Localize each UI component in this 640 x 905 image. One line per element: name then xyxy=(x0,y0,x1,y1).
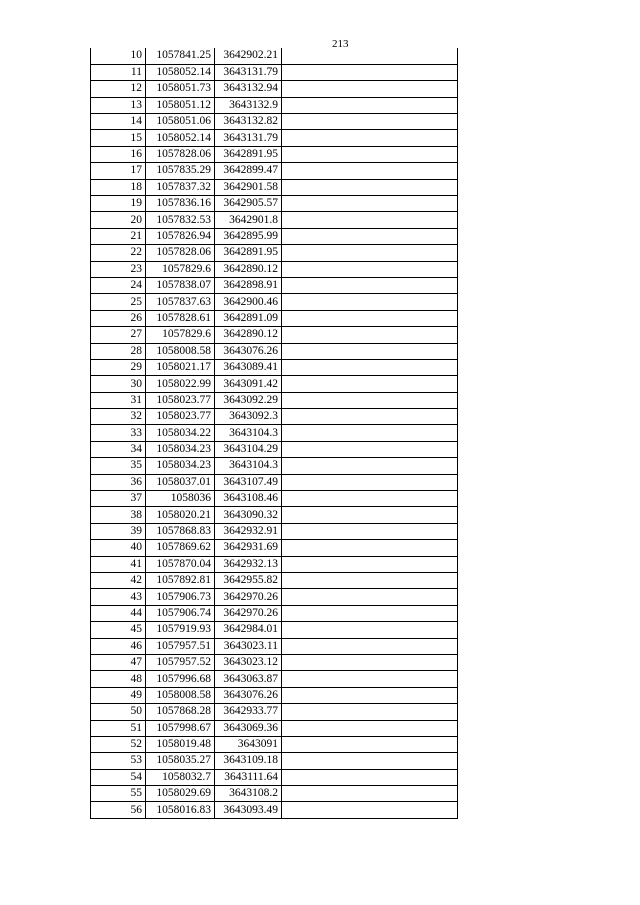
empty-cell xyxy=(282,196,458,212)
point-number-cell: 21 xyxy=(91,228,146,244)
y-coordinate-cell: 3643104.3 xyxy=(215,458,282,474)
empty-cell xyxy=(282,146,458,162)
table-row xyxy=(91,114,458,130)
empty-cell xyxy=(282,704,458,720)
table-row xyxy=(91,245,458,261)
y-coordinate-cell: 3643092.3 xyxy=(215,409,282,425)
y-coordinate-cell: 3643023.11 xyxy=(215,638,282,654)
table-row xyxy=(91,48,458,64)
y-coordinate-cell: 3642902.21 xyxy=(215,48,282,64)
table-row xyxy=(91,687,458,703)
table-row xyxy=(91,196,458,212)
point-number-cell: 19 xyxy=(91,196,146,212)
empty-cell xyxy=(282,327,458,343)
x-coordinate-cell: 1058029.69 xyxy=(146,786,215,802)
y-coordinate-cell: 3643069.36 xyxy=(215,720,282,736)
x-coordinate-cell: 1057998.67 xyxy=(146,720,215,736)
point-number-cell: 18 xyxy=(91,179,146,195)
empty-cell xyxy=(282,687,458,703)
x-coordinate-cell: 1058032.7 xyxy=(146,769,215,785)
empty-cell xyxy=(282,179,458,195)
y-coordinate-cell: 3643107.49 xyxy=(215,474,282,490)
x-coordinate-cell: 1058008.58 xyxy=(146,343,215,359)
empty-cell xyxy=(282,64,458,80)
y-coordinate-cell: 3642932.13 xyxy=(215,556,282,572)
table-row xyxy=(91,359,458,375)
table-row xyxy=(91,277,458,293)
y-coordinate-cell: 3643093.49 xyxy=(215,802,282,818)
point-number-cell: 31 xyxy=(91,392,146,408)
coordinate-table xyxy=(90,48,458,819)
x-coordinate-cell: 1058051.73 xyxy=(146,81,215,97)
y-coordinate-cell: 3642899.47 xyxy=(215,163,282,179)
point-number-cell: 56 xyxy=(91,802,146,818)
empty-cell xyxy=(282,81,458,97)
x-coordinate-cell: 1057835.29 xyxy=(146,163,215,179)
x-coordinate-cell: 1058023.77 xyxy=(146,409,215,425)
y-coordinate-cell: 3642890.12 xyxy=(215,327,282,343)
empty-cell xyxy=(282,540,458,556)
x-coordinate-cell: 1057828.61 xyxy=(146,310,215,326)
table-row xyxy=(91,736,458,752)
point-number-cell: 36 xyxy=(91,474,146,490)
empty-cell xyxy=(282,605,458,621)
empty-cell xyxy=(282,376,458,392)
point-number-cell: 30 xyxy=(91,376,146,392)
empty-cell xyxy=(282,425,458,441)
x-coordinate-cell: 1057838.07 xyxy=(146,277,215,293)
y-coordinate-cell: 3643132.94 xyxy=(215,81,282,97)
y-coordinate-cell: 3643091.42 xyxy=(215,376,282,392)
table-row xyxy=(91,589,458,605)
point-number-cell: 23 xyxy=(91,261,146,277)
table-row xyxy=(91,376,458,392)
y-coordinate-cell: 3643092.29 xyxy=(215,392,282,408)
x-coordinate-cell: 1057892.81 xyxy=(146,573,215,589)
table-row xyxy=(91,769,458,785)
x-coordinate-cell: 1058016.83 xyxy=(146,802,215,818)
x-coordinate-cell: 1058035.27 xyxy=(146,753,215,769)
point-number-cell: 22 xyxy=(91,245,146,261)
empty-cell xyxy=(282,441,458,457)
empty-cell xyxy=(282,720,458,736)
y-coordinate-cell: 3643132.82 xyxy=(215,114,282,130)
table-row xyxy=(91,146,458,162)
point-number-cell: 15 xyxy=(91,130,146,146)
x-coordinate-cell: 1057829.6 xyxy=(146,327,215,343)
table-row xyxy=(91,327,458,343)
point-number-cell: 46 xyxy=(91,638,146,654)
x-coordinate-cell: 1057841.25 xyxy=(146,48,215,64)
x-coordinate-cell: 1057906.73 xyxy=(146,589,215,605)
empty-cell xyxy=(282,130,458,146)
empty-cell xyxy=(282,277,458,293)
x-coordinate-cell: 1057837.63 xyxy=(146,294,215,310)
empty-cell xyxy=(282,359,458,375)
x-coordinate-cell: 1058051.06 xyxy=(146,114,215,130)
table-row xyxy=(91,130,458,146)
y-coordinate-cell: 3643132.9 xyxy=(215,97,282,113)
table-row xyxy=(91,97,458,113)
empty-cell xyxy=(282,491,458,507)
x-coordinate-cell: 1058023.77 xyxy=(146,392,215,408)
y-coordinate-cell: 3643076.26 xyxy=(215,687,282,703)
x-coordinate-cell: 1057996.68 xyxy=(146,671,215,687)
empty-cell xyxy=(282,474,458,490)
y-coordinate-cell: 3643090.32 xyxy=(215,507,282,523)
x-coordinate-cell: 1057828.06 xyxy=(146,146,215,162)
point-number-cell: 39 xyxy=(91,523,146,539)
table-row xyxy=(91,654,458,670)
table-row xyxy=(91,786,458,802)
y-coordinate-cell: 3642900.46 xyxy=(215,294,282,310)
x-coordinate-cell: 1057869.62 xyxy=(146,540,215,556)
empty-cell xyxy=(282,409,458,425)
y-coordinate-cell: 3642891.95 xyxy=(215,245,282,261)
y-coordinate-cell: 3643109.18 xyxy=(215,753,282,769)
empty-cell xyxy=(282,753,458,769)
point-number-cell: 52 xyxy=(91,736,146,752)
x-coordinate-cell: 1058034.22 xyxy=(146,425,215,441)
table-row xyxy=(91,507,458,523)
y-coordinate-cell: 3642955.82 xyxy=(215,573,282,589)
table-row xyxy=(91,392,458,408)
y-coordinate-cell: 3642890.12 xyxy=(215,261,282,277)
table-row xyxy=(91,163,458,179)
empty-cell xyxy=(282,212,458,228)
table-row xyxy=(91,753,458,769)
y-coordinate-cell: 3642898.91 xyxy=(215,277,282,293)
point-number-cell: 24 xyxy=(91,277,146,293)
table-row xyxy=(91,294,458,310)
table-row xyxy=(91,261,458,277)
x-coordinate-cell: 1057832.53 xyxy=(146,212,215,228)
point-number-cell: 45 xyxy=(91,622,146,638)
x-coordinate-cell: 1058019.48 xyxy=(146,736,215,752)
point-number-cell: 29 xyxy=(91,359,146,375)
empty-cell xyxy=(282,392,458,408)
point-number-cell: 48 xyxy=(91,671,146,687)
empty-cell xyxy=(282,458,458,474)
point-number-cell: 16 xyxy=(91,146,146,162)
point-number-cell: 54 xyxy=(91,769,146,785)
point-number-cell: 11 xyxy=(91,64,146,80)
empty-cell xyxy=(282,523,458,539)
table-row xyxy=(91,179,458,195)
point-number-cell: 33 xyxy=(91,425,146,441)
point-number-cell: 34 xyxy=(91,441,146,457)
x-coordinate-cell: 1057957.51 xyxy=(146,638,215,654)
table-row xyxy=(91,802,458,818)
table-row xyxy=(91,622,458,638)
table-row xyxy=(91,523,458,539)
empty-cell xyxy=(282,589,458,605)
table-row xyxy=(91,540,458,556)
point-number-cell: 44 xyxy=(91,605,146,621)
empty-cell xyxy=(282,261,458,277)
empty-cell xyxy=(282,507,458,523)
point-number-cell: 40 xyxy=(91,540,146,556)
y-coordinate-cell: 3643089.41 xyxy=(215,359,282,375)
y-coordinate-cell: 3642933.77 xyxy=(215,704,282,720)
point-number-cell: 42 xyxy=(91,573,146,589)
x-coordinate-cell: 1058022.99 xyxy=(146,376,215,392)
x-coordinate-cell: 1057870.04 xyxy=(146,556,215,572)
empty-cell xyxy=(282,671,458,687)
table-row xyxy=(91,81,458,97)
y-coordinate-cell: 3643108.46 xyxy=(215,491,282,507)
table-row xyxy=(91,458,458,474)
y-coordinate-cell: 3642905.57 xyxy=(215,196,282,212)
y-coordinate-cell: 3643131.79 xyxy=(215,64,282,80)
x-coordinate-cell: 1058037.01 xyxy=(146,474,215,490)
point-number-cell: 32 xyxy=(91,409,146,425)
y-coordinate-cell: 3642970.26 xyxy=(215,589,282,605)
table-row xyxy=(91,64,458,80)
x-coordinate-cell: 1057868.83 xyxy=(146,523,215,539)
y-coordinate-cell: 3643063.87 xyxy=(215,671,282,687)
point-number-cell: 35 xyxy=(91,458,146,474)
point-number-cell: 50 xyxy=(91,704,146,720)
point-number-cell: 38 xyxy=(91,507,146,523)
y-coordinate-cell: 3642895.99 xyxy=(215,228,282,244)
empty-cell xyxy=(282,343,458,359)
point-number-cell: 10 xyxy=(91,48,146,64)
point-number-cell: 20 xyxy=(91,212,146,228)
table-row xyxy=(91,425,458,441)
y-coordinate-cell: 3643111.64 xyxy=(215,769,282,785)
empty-cell xyxy=(282,654,458,670)
table-row xyxy=(91,704,458,720)
point-number-cell: 27 xyxy=(91,327,146,343)
point-number-cell: 25 xyxy=(91,294,146,310)
table-row xyxy=(91,638,458,654)
x-coordinate-cell: 1057826.94 xyxy=(146,228,215,244)
point-number-cell: 53 xyxy=(91,753,146,769)
coordinate-table-body xyxy=(91,48,458,818)
x-coordinate-cell: 1058036 xyxy=(146,491,215,507)
page-number: 213 xyxy=(332,38,349,50)
empty-cell xyxy=(282,573,458,589)
table-row xyxy=(91,343,458,359)
x-coordinate-cell: 1057836.16 xyxy=(146,196,215,212)
x-coordinate-cell: 1058034.23 xyxy=(146,458,215,474)
table-row xyxy=(91,720,458,736)
point-number-cell: 55 xyxy=(91,786,146,802)
table-row xyxy=(91,310,458,326)
y-coordinate-cell: 3643091 xyxy=(215,736,282,752)
y-coordinate-cell: 3643023.12 xyxy=(215,654,282,670)
empty-cell xyxy=(282,228,458,244)
table-row xyxy=(91,228,458,244)
table-row xyxy=(91,441,458,457)
table-row xyxy=(91,573,458,589)
y-coordinate-cell: 3642891.09 xyxy=(215,310,282,326)
x-coordinate-cell: 1058034.23 xyxy=(146,441,215,457)
x-coordinate-cell: 1057868.28 xyxy=(146,704,215,720)
empty-cell xyxy=(282,310,458,326)
empty-cell xyxy=(282,48,458,64)
point-number-cell: 49 xyxy=(91,687,146,703)
table-row xyxy=(91,556,458,572)
empty-cell xyxy=(282,786,458,802)
x-coordinate-cell: 1057837.32 xyxy=(146,179,215,195)
point-number-cell: 37 xyxy=(91,491,146,507)
table-row xyxy=(91,474,458,490)
empty-cell xyxy=(282,114,458,130)
y-coordinate-cell: 3642984.01 xyxy=(215,622,282,638)
x-coordinate-cell: 1058021.17 xyxy=(146,359,215,375)
empty-cell xyxy=(282,769,458,785)
y-coordinate-cell: 3643131.79 xyxy=(215,130,282,146)
y-coordinate-cell: 3642891.95 xyxy=(215,146,282,162)
empty-cell xyxy=(282,638,458,654)
y-coordinate-cell: 3643104.3 xyxy=(215,425,282,441)
point-number-cell: 43 xyxy=(91,589,146,605)
empty-cell xyxy=(282,97,458,113)
empty-cell xyxy=(282,556,458,572)
empty-cell xyxy=(282,163,458,179)
y-coordinate-cell: 3642901.58 xyxy=(215,179,282,195)
table-row xyxy=(91,605,458,621)
x-coordinate-cell: 1058052.14 xyxy=(146,130,215,146)
table-row xyxy=(91,212,458,228)
x-coordinate-cell: 1058052.14 xyxy=(146,64,215,80)
point-number-cell: 41 xyxy=(91,556,146,572)
x-coordinate-cell: 1058051.12 xyxy=(146,97,215,113)
table-row xyxy=(91,409,458,425)
point-number-cell: 28 xyxy=(91,343,146,359)
point-number-cell: 51 xyxy=(91,720,146,736)
x-coordinate-cell: 1058008.58 xyxy=(146,687,215,703)
point-number-cell: 26 xyxy=(91,310,146,326)
empty-cell xyxy=(282,802,458,818)
y-coordinate-cell: 3642970.26 xyxy=(215,605,282,621)
y-coordinate-cell: 3643108.2 xyxy=(215,786,282,802)
x-coordinate-cell: 1057828.06 xyxy=(146,245,215,261)
y-coordinate-cell: 3642931.69 xyxy=(215,540,282,556)
point-number-cell: 17 xyxy=(91,163,146,179)
y-coordinate-cell: 3642901.8 xyxy=(215,212,282,228)
table-row xyxy=(91,491,458,507)
empty-cell xyxy=(282,245,458,261)
x-coordinate-cell: 1057829.6 xyxy=(146,261,215,277)
table-row xyxy=(91,671,458,687)
x-coordinate-cell: 1057919.93 xyxy=(146,622,215,638)
point-number-cell: 13 xyxy=(91,97,146,113)
x-coordinate-cell: 1057957.52 xyxy=(146,654,215,670)
point-number-cell: 47 xyxy=(91,654,146,670)
empty-cell xyxy=(282,294,458,310)
y-coordinate-cell: 3642932.91 xyxy=(215,523,282,539)
x-coordinate-cell: 1058020.21 xyxy=(146,507,215,523)
x-coordinate-cell: 1057906.74 xyxy=(146,605,215,621)
y-coordinate-cell: 3643076.26 xyxy=(215,343,282,359)
point-number-cell: 12 xyxy=(91,81,146,97)
y-coordinate-cell: 3643104.29 xyxy=(215,441,282,457)
empty-cell xyxy=(282,622,458,638)
empty-cell xyxy=(282,736,458,752)
point-number-cell: 14 xyxy=(91,114,146,130)
